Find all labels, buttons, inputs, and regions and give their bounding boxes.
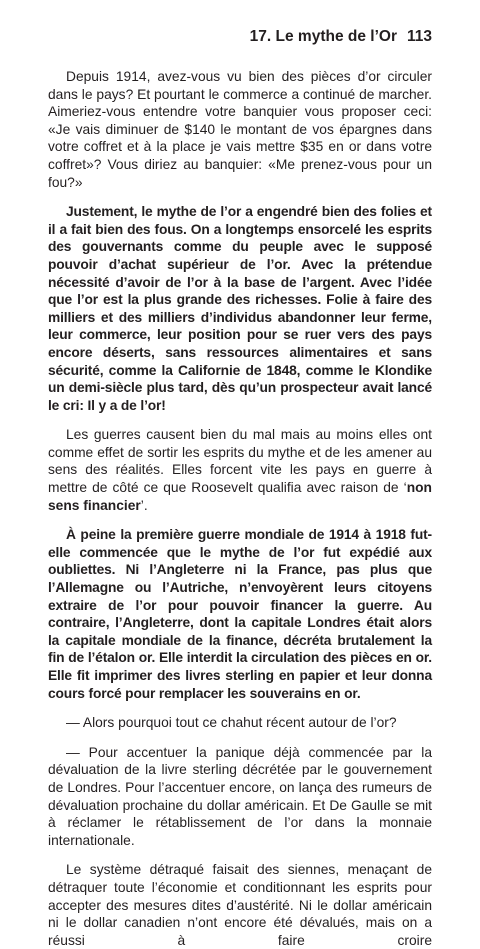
paragraph-4-bold: À peine la première guerre mondiale de 1914 à 1918 fut-elle commencée que le mythe de l’or fut expédié aux oubliettes. Ni l’Angleterre ni la France, pas plus que l’Allemagne ou l’Autriche, n’envoyèrent leurs citoyens extraire de l’or pour pouvoir financer la guerre. Au contraire, l’Angleterre, dont la capitale Londres était alors la capitale mondiale de la finance, décréta brutalement la fin de l’étalon or. Elle interdit la circulation des pièces en or. Elle fit imprimer des livres sterling en papier et leur donna cours forcé pour remplacer les souverains en or. [48, 527, 432, 701]
paragraph-3-text: Les guerres causent bien du mal mais au moins elles ont comme effet de sortir les esprits du mythe et de les amener au sens des réalités. Elles forcent vite les pays en guerre à mettre de côté ce que Roosevelt qualifia avec raison de ‘ [48, 427, 432, 496]
chapter-title: 17. Le mythe de l’Or [249, 28, 397, 45]
dialogue-question: — Alors pourquoi tout ce chahut récent autour de l’or? [66, 715, 397, 731]
paragraph-7: Le système détraqué faisait des siennes, menaçant de détraquer toute l’économie et conditionnant les esprits pour accepter des mesures dites d’austérité. Ni le dollar américain ni le dollar canadien n’ont encore été dévalués, mais on a réussi à faire croire [48, 862, 432, 948]
paragraph-1: Depuis 1914, avez-vous vu bien des pièces d’or circuler dans le pays? Et pourtant le commerce a continué de marcher. Aimeriez-vous entendre votre banquier vous proposer ceci: «Je vais diminuer de $140 le montant de vos épargnes dans votre coffret et à la place je vais mettre $35 en or dans votre coffret»? Vous diriez au banquier: «Me prenez-vous pour un fou?» [48, 69, 432, 190]
paragraph-3 [48, 426, 432, 514]
dialogue-answer: — Pour accentuer la panique déjà commencée par la dévaluation de la livre sterling décrétée par le gouvernement de Londres. Pour l’accentuer encore, on lança des rumeurs de dévaluation prochaine du dollar américain. Et De Gaulle se mit à réclamer le rétablissement de l’or dans la monnaie internationale. [48, 744, 432, 848]
paragraph-2-bold: Justement, le mythe de l’or a engendré bien des folies et il a fait bien des fous. On a longtemps ensorcelé les esprits des gouvernants comme du peuple avec le supposé pouvoir d’achat supérieur de l’or. Avec la prétendue nécessité d’avoir de l’or à la base de l’argent. Avec l’idée que l’or est la plus grande des richesses. Folie à faire des milliers et des milliers d’individus abandonner leur ferme, leur commerce, leur position pour se ruer vers des pays encore déserts, sans ressources alimentaires et sans sécurité, comme la Californie de 1848, comme le Klondike un demi-siècle plus tard, dès qu’un prospecteur avait lancé le cri: Il y a de l’or! [48, 204, 432, 413]
paragraph-3-emphasis: non sens financier [48, 480, 432, 513]
page-number: 113 [406, 28, 432, 45]
book-page [48, 28, 432, 949]
paragraph-3-end: ’. [140, 497, 148, 513]
running-header [48, 28, 432, 60]
